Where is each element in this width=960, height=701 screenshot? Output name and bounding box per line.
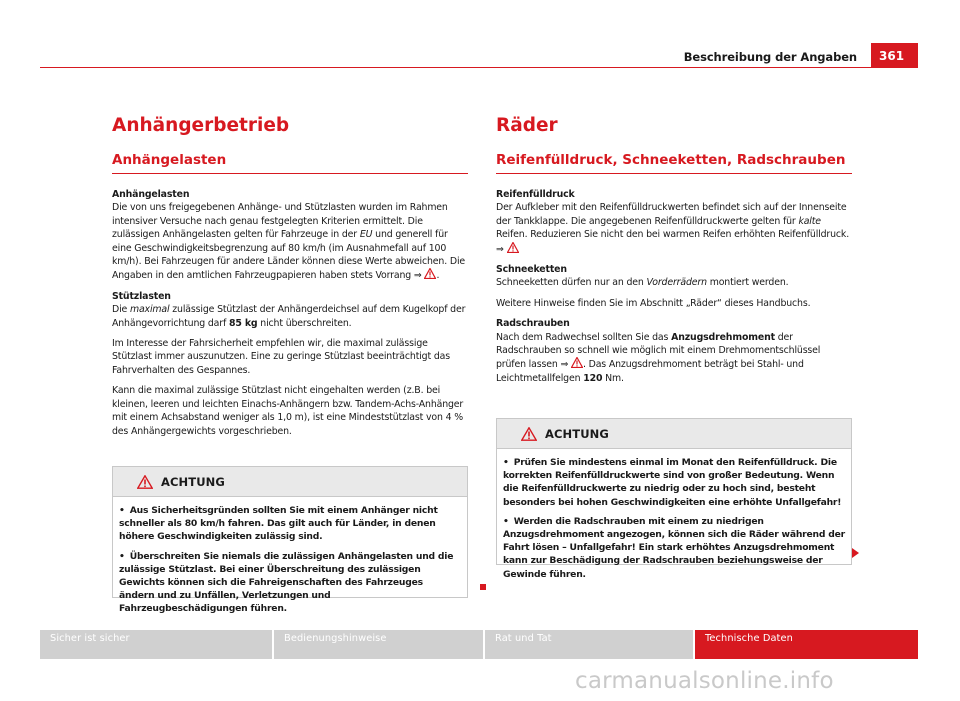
section-title-anhaengerbetrieb: Anhängerbetrieb: [112, 115, 290, 136]
subsection-title-reifenfuelldruck: Reifenfülldruck, Schneeketten, Radschrauben: [496, 152, 852, 174]
warning-item: • Prüfen Sie mindestens einmal im Monat den Reifenfülldruck. Die korrekten Reifenfülldruckwerte sind von großer Bedeutung. Wenn die Reifenfülldruckwerte zu niedrig oder zu hoch sind, besteht besonders bei hohen Geschwindigkeiten eine erhöhte Unfallgefahr!: [503, 457, 842, 508]
header-title: Beschreibung der Angaben: [683, 50, 857, 64]
paragraph-stuetzlasten: Stützlasten Die maximal zulässige Stützlast der Anhängerdeichsel auf dem Kugelkopf der Anhängevorrichtung darf 85 kg nicht überschreiten.: [112, 290, 468, 330]
paragraph-anhaengelasten: Anhängelasten Die von uns freigegebenen Anhänge- und Stützlasten wurden im Rahmen intensiver Versuche nach genau festgelegten Kriterien ermittelt. Die zulässigen Anhängelasten gelten für Fahrzeuge in der EU und generell für eine Geschwindigkeitsbegrenzung auf 80 km/h (im Ausnahmefall auf 100 km/h). Bei Fahrzeugen für andere Länder können diese Werte abweichen. Die Angaben in den amtlichen Fahrzeugpapieren haben stets Vorrang ⇒ .: [112, 188, 468, 283]
paragraph-mindeststuetzlast: Kann die maximal zulässige Stützlast nicht eingehalten werden (z.B. bei kleinen, leeren und leichten Einachs-Anhängern bzw. Tandem-Achs-Anhänger mit einem Achsabstand weniger als 1,0 m), ist eine Mindeststützlast von 4 % des Anhängergewichts vorgeschrieben.: [112, 385, 464, 437]
paragraph-heading: Radschrauben: [496, 318, 570, 330]
warning-box-left: [112, 466, 468, 615]
paragraph-heading: Reifenfülldruck: [496, 189, 575, 200]
paragraph-heading: Anhängelasten: [112, 189, 190, 200]
warning-body: [497, 449, 851, 587]
warning-body: [113, 497, 467, 622]
warning-title: ACHTUNG: [161, 474, 225, 489]
watermark: carmanualsonline.info: [575, 668, 834, 694]
warning-triangle-icon[interactable]: [424, 268, 436, 279]
warning-triangle-icon[interactable]: [507, 242, 519, 253]
footer-tab-sicher-ist-sicher[interactable]: Sicher ist sicher: [40, 630, 272, 659]
paragraph-reifenfuelldruck: Reifenfülldruck Der Aufkleber mit den Reifenfülldruckwerten befindet sich auf der Innenseite der Tankklappe. Die angegebenen Reifenfülldruckwerte gelten für kalte Reifen. Reduzieren Sie nicht den bei warmen Reifen erhöhten Reifenfülldruck. ⇒: [496, 188, 852, 256]
left-column: [112, 114, 468, 438]
paragraph-weitere-hinweise: Weitere Hinweise finden Sie im Abschnitt „Räder“ dieses Handbuchs.: [496, 297, 811, 309]
warning-triangle-icon: [137, 475, 153, 489]
footer-tab-rat-und-tat[interactable]: Rat und Tat: [485, 630, 693, 659]
warning-triangle-icon[interactable]: [571, 357, 583, 368]
page-number: 361: [871, 43, 918, 67]
warning-header: [113, 467, 467, 497]
section-end-marker: [480, 584, 486, 590]
paragraph-radschrauben: Radschrauben Nach dem Radwechsel sollten Sie das Anzugsdrehmoment der Radschrauben so schnell wie möglich mit einem Drehmomentschlüssel prüfen lassen ⇒ . Das Anzugsdrehmoment beträgt bei Stahl- und Leichtmetallfelgen 120 Nm.: [496, 317, 852, 385]
warning-item: • Werden die Radschrauben mit einem zu niedrigen Anzugsdrehmoment angezogen, können sich die Räder während der Fahrt lösen – Unfallgefahr! Ein stark erhöhtes Anzugsdrehmoment kann zur Beschädigung der Radschrauben beziehungsweise der Gewinde führen.: [503, 515, 845, 580]
paragraph-fahrsicherheit: Im Interesse der Fahrsicherheit empfehlen wir, die maximal zulässige Stützlast immer auszunutzen. Eine zu geringe Stützlast beeinträchtigt das Fahrverhalten des Gespannes.: [112, 338, 450, 376]
section-title-raeder: Räder: [496, 115, 558, 136]
paragraph-schneeketten: Schneeketten Schneeketten dürfen nur an den Vorderrädern montiert werden.: [496, 263, 852, 290]
warning-title: ACHTUNG: [545, 426, 609, 441]
paragraph-heading: Stützlasten: [112, 290, 171, 302]
right-column: [496, 114, 852, 385]
footer-tab-technische-daten[interactable]: Technische Daten: [695, 630, 918, 659]
warning-header: [497, 419, 851, 449]
warning-item: • Aus Sicherheitsgründen sollten Sie mit einem Anhänger nicht schneller als 80 km/h fahren. Das gilt auch für Länder, in denen höhere Geschwindigkeiten zulässig sind.: [119, 505, 438, 543]
footer-tab-bedienungshinweise[interactable]: Bedienungshinweise: [274, 630, 483, 659]
paragraph-heading: Schneeketten: [496, 264, 567, 276]
subsection-title-anhaengelasten: Anhängelasten: [112, 152, 468, 174]
warning-triangle-icon: [521, 427, 537, 441]
continue-arrow-icon: [852, 548, 859, 558]
warning-item: • Überschreiten Sie niemals die zulässigen Anhängelasten und die zulässige Stützlast. Bei einer Überschreitung des zulässigen Gewichts können sich die Fahreigenschaften des Fahrzeuges ändern und zu Unfällen, Verletzungen und Fahrzeugbeschädigungen führen.: [119, 550, 454, 615]
header-rule: [40, 67, 918, 68]
warning-box-right: [496, 418, 852, 580]
